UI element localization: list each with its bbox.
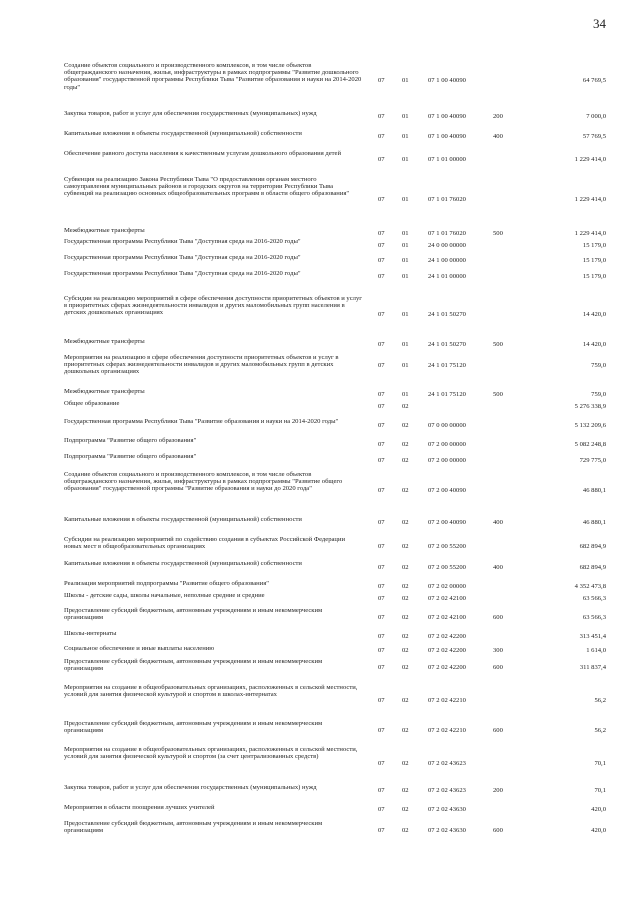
section-code: 07 [378, 441, 385, 448]
expense-type-code: 600 [493, 727, 503, 734]
section-code: 07 [378, 257, 385, 264]
page-number: 34 [593, 16, 606, 31]
amount: 5 276 338,9 [574, 403, 606, 410]
row-name: Обеспечение равного доступа населения к качественным услугам дошкольного образования детей [64, 150, 342, 157]
amount: 46 880,1 [582, 519, 606, 526]
expense-type-code: 200 [493, 113, 503, 120]
row-name: Предоставление субсидий бюджетным, автономным учреждениям и иным некоммерческим организациям [64, 607, 323, 622]
amount: 14 420,0 [582, 311, 606, 318]
target-article-code: 24 1 01 00000 [428, 273, 466, 280]
target-article-code: 24 1 01 50270 [428, 311, 466, 318]
amount: 14 420,0 [582, 341, 606, 348]
amount: 5 132 209,6 [574, 422, 606, 429]
subsection-code: 02 [402, 487, 409, 494]
target-article-code: 07 2 02 42100 [428, 614, 466, 621]
row-name: Мероприятия на реализацию в сфере обеспечения доступности приоритетных объектов и услуг в приоритетных сферах жизнедеятельности инвалидов и других маломобильных групп в детских дошкольных организациях [64, 354, 339, 376]
subsection-code: 02 [402, 595, 409, 602]
amount: 15 179,0 [582, 273, 606, 280]
section-code: 07 [378, 806, 385, 813]
row-name: Межбюджетные трансферты [64, 388, 145, 395]
expense-type-code: 600 [493, 614, 503, 621]
amount: 56,2 [594, 727, 606, 734]
row-name: Подпрограмма "Развитие общего образования" [64, 437, 197, 444]
target-article-code: 07 1 00 40090 [428, 77, 466, 84]
subsection-code: 02 [402, 787, 409, 794]
amount: 759,0 [591, 391, 606, 398]
target-article-code: 24 1 01 75120 [428, 362, 466, 369]
subsection-code: 02 [402, 633, 409, 640]
subsection-code: 02 [402, 457, 409, 464]
target-article-code: 07 2 00 40090 [428, 519, 466, 526]
target-article-code: 07 2 02 42100 [428, 595, 466, 602]
row-name: Закупка товаров, работ и услуг для обеспечения государственных (муниципальных) нужд [64, 110, 317, 117]
row-name: Создание объектов социального и производственного комплексов, в том числе объектов общегражданского назначения, жилья, инфраструктуры в рамках подпрограммы "Развитие дошкольного образования" государственной программы Республики Тыва "Развитие образования и науки на 2014-2020 годы" [64, 62, 362, 91]
target-article-code: 24 1 01 50270 [428, 341, 466, 348]
amount: 64 769,5 [582, 77, 606, 84]
amount: 5 082 248,8 [574, 441, 606, 448]
row-name: Государственная программа Республики Тыва "Доступная среда на 2016-2020 годы" [64, 254, 301, 261]
subsection-code: 01 [402, 362, 409, 369]
amount: 420,0 [591, 806, 606, 813]
subsection-code: 01 [402, 230, 409, 237]
amount: 1 614,0 [586, 647, 606, 654]
section-code: 07 [378, 727, 385, 734]
subsection-code: 01 [402, 133, 409, 140]
row-name: Государственная программа Республики Тыва "Развитие образования и науки на 2014-2020 годы" [64, 418, 339, 425]
subsection-code: 02 [402, 441, 409, 448]
amount: 313 451,4 [579, 633, 606, 640]
subsection-code: 02 [402, 760, 409, 767]
target-article-code: 07 1 01 76020 [428, 230, 466, 237]
section-code: 07 [378, 647, 385, 654]
amount: 63 566,3 [582, 614, 606, 621]
target-article-code: 24 1 01 75120 [428, 391, 466, 398]
subsection-code: 02 [402, 403, 409, 410]
amount: 682 894,9 [579, 564, 606, 571]
expense-type-code: 400 [493, 564, 503, 571]
row-name: Предоставление субсидий бюджетным, автономным учреждениям и иным некоммерческим организациям [64, 720, 323, 735]
section-code: 07 [378, 422, 385, 429]
row-name: Подпрограмма "Развитие общего образования" [64, 453, 197, 460]
expense-type-code: 600 [493, 827, 503, 834]
row-name: Государственная программа Республики Тыва "Доступная среда на 2016-2020 годы" [64, 270, 301, 277]
amount: 15 179,0 [582, 257, 606, 264]
target-article-code: 24 1 00 00000 [428, 257, 466, 264]
target-article-code: 07 2 02 42200 [428, 647, 466, 654]
section-code: 07 [378, 403, 385, 410]
target-article-code: 24 0 00 00000 [428, 242, 466, 249]
subsection-code: 02 [402, 647, 409, 654]
row-name: Предоставление субсидий бюджетным, автономным учреждениям и иным некоммерческим организациям [64, 658, 323, 673]
amount: 1 229 414,0 [574, 156, 606, 163]
section-code: 07 [378, 614, 385, 621]
amount: 1 229 414,0 [574, 230, 606, 237]
target-article-code: 07 2 02 43630 [428, 827, 466, 834]
section-code: 07 [378, 519, 385, 526]
section-code: 07 [378, 697, 385, 704]
target-article-code: 07 2 00 55200 [428, 543, 466, 550]
row-name: Субсидии на реализацию мероприятий в сфере обеспечения доступности приоритетных объектов и услуг в приоритетных сферах жизнедеятельности инвалидов и других маломобильных групп населения в детских дошкольных организациях [64, 295, 362, 317]
section-code: 07 [378, 391, 385, 398]
row-name: Капитальные вложения в объекты государственной (муниципальной) собственности [64, 560, 302, 567]
subsection-code: 02 [402, 519, 409, 526]
target-article-code: 07 2 02 43623 [428, 787, 466, 794]
subsection-code: 01 [402, 391, 409, 398]
section-code: 07 [378, 633, 385, 640]
amount: 729 775,0 [579, 457, 606, 464]
row-name: Капитальные вложения в объекты государственной (муниципальной) собственности [64, 516, 302, 523]
subsection-code: 01 [402, 77, 409, 84]
section-code: 07 [378, 760, 385, 767]
expense-type-code: 600 [493, 664, 503, 671]
target-article-code: 07 2 02 42210 [428, 727, 466, 734]
section-code: 07 [378, 113, 385, 120]
amount: 759,0 [591, 362, 606, 369]
target-article-code: 07 1 00 40090 [428, 133, 466, 140]
target-article-code: 07 2 00 55200 [428, 564, 466, 571]
row-name: Межбюджетные трансферты [64, 227, 145, 234]
section-code: 07 [378, 543, 385, 550]
amount: 420,0 [591, 827, 606, 834]
row-name: Субсидии на реализацию мероприятий по содействию создания в субъектах Российской Федерации новых мест в общеобразовательных организациях [64, 536, 345, 551]
subsection-code: 02 [402, 583, 409, 590]
row-name: Общее образование [64, 400, 120, 407]
row-name: Реализация мероприятий подпрограммы "Развитие общего образования" [64, 580, 269, 587]
target-article-code: 07 2 02 00000 [428, 583, 466, 590]
expense-type-code: 300 [493, 647, 503, 654]
subsection-code: 02 [402, 422, 409, 429]
subsection-code: 01 [402, 242, 409, 249]
target-article-code: 07 0 00 00000 [428, 422, 466, 429]
subsection-code: 02 [402, 827, 409, 834]
section-code: 07 [378, 583, 385, 590]
section-code: 07 [378, 487, 385, 494]
row-name: Мероприятия в области поощрения лучших учителей [64, 804, 215, 811]
expense-type-code: 400 [493, 519, 503, 526]
amount: 70,1 [594, 760, 606, 767]
target-article-code: 07 1 01 00000 [428, 156, 466, 163]
amount: 7 000,0 [586, 113, 606, 120]
subsection-code: 01 [402, 311, 409, 318]
subsection-code: 02 [402, 727, 409, 734]
amount: 46 880,1 [582, 487, 606, 494]
subsection-code: 01 [402, 273, 409, 280]
section-code: 07 [378, 362, 385, 369]
section-code: 07 [378, 230, 385, 237]
row-name: Капитальные вложения в объекты государственной (муниципальной) собственности [64, 130, 302, 137]
amount: 311 837,4 [579, 664, 606, 671]
row-name: Мероприятия на создание в общеобразовательных организациях, расположенных в сельской местности, условий для занятия физической культурой и спортом (за счет централизованных средств) [64, 746, 358, 761]
target-article-code: 07 2 02 43623 [428, 760, 466, 767]
row-name: Государственная программа Республики Тыва "Доступная среда на 2016-2020 годы" [64, 238, 301, 245]
target-article-code: 07 1 00 40090 [428, 113, 466, 120]
section-code: 07 [378, 827, 385, 834]
expense-type-code: 500 [493, 230, 503, 237]
section-code: 07 [378, 242, 385, 249]
amount: 56,2 [594, 697, 606, 704]
expense-type-code: 500 [493, 341, 503, 348]
row-name: Межбюджетные трансферты [64, 338, 145, 345]
row-name: Мероприятия на создание в общеобразовательных организациях, расположенных в сельской местности, условий для занятия физической культурой и спортом в школах-интернатах [64, 684, 358, 699]
row-name: Школы-интернаты [64, 630, 117, 637]
subsection-code: 02 [402, 697, 409, 704]
row-name: Школы - детские сады, школы начальные, неполные средние и средние [64, 592, 265, 599]
target-article-code: 07 2 00 00000 [428, 441, 466, 448]
target-article-code: 07 2 02 42200 [428, 664, 466, 671]
subsection-code: 02 [402, 664, 409, 671]
subsection-code: 01 [402, 341, 409, 348]
amount: 63 566,3 [582, 595, 606, 602]
subsection-code: 01 [402, 156, 409, 163]
subsection-code: 02 [402, 543, 409, 550]
subsection-code: 01 [402, 257, 409, 264]
expense-type-code: 400 [493, 133, 503, 140]
section-code: 07 [378, 77, 385, 84]
row-name: Субвенция на реализацию Закона Республики Тыва "О предоставлении органам местного самоуправления муниципальных районов и городских округов на территории Республики Тыва субвенций на реализацию основных общеобразовательных программ в области общего образования" [64, 176, 350, 198]
section-code: 07 [378, 156, 385, 163]
expense-type-code: 500 [493, 391, 503, 398]
amount: 70,1 [594, 787, 606, 794]
section-code: 07 [378, 457, 385, 464]
row-name: Социальное обеспечение и иные выплаты населению [64, 645, 215, 652]
subsection-code: 01 [402, 113, 409, 120]
row-name: Закупка товаров, работ и услуг для обеспечения государственных (муниципальных) нужд [64, 784, 317, 791]
section-code: 07 [378, 564, 385, 571]
amount: 57 769,5 [582, 133, 606, 140]
section-code: 07 [378, 196, 385, 203]
target-article-code: 07 2 02 43630 [428, 806, 466, 813]
amount: 682 894,9 [579, 543, 606, 550]
subsection-code: 02 [402, 564, 409, 571]
target-article-code: 07 2 02 42210 [428, 697, 466, 704]
expense-type-code: 200 [493, 787, 503, 794]
section-code: 07 [378, 787, 385, 794]
section-code: 07 [378, 341, 385, 348]
subsection-code: 01 [402, 196, 409, 203]
target-article-code: 07 1 01 76020 [428, 196, 466, 203]
target-article-code: 07 2 02 42200 [428, 633, 466, 640]
section-code: 07 [378, 273, 385, 280]
row-name: Предоставление субсидий бюджетным, автономным учреждениям и иным некоммерческим организациям [64, 820, 323, 835]
amount: 4 352 473,8 [574, 583, 606, 590]
amount: 15 179,0 [582, 242, 606, 249]
subsection-code: 02 [402, 806, 409, 813]
section-code: 07 [378, 311, 385, 318]
row-name: Создание объектов социального и производственного комплексов, в том числе объектов общегражданского назначения, жилья, инфраструктуры в рамках подпрограммы "Развитие общего образования" государственной программы "Развитие образования и науки до 2020 года" [64, 471, 343, 493]
target-article-code: 07 2 00 40090 [428, 487, 466, 494]
section-code: 07 [378, 133, 385, 140]
subsection-code: 02 [402, 614, 409, 621]
amount: 1 229 414,0 [574, 196, 606, 203]
target-article-code: 07 2 00 00000 [428, 457, 466, 464]
section-code: 07 [378, 664, 385, 671]
section-code: 07 [378, 595, 385, 602]
